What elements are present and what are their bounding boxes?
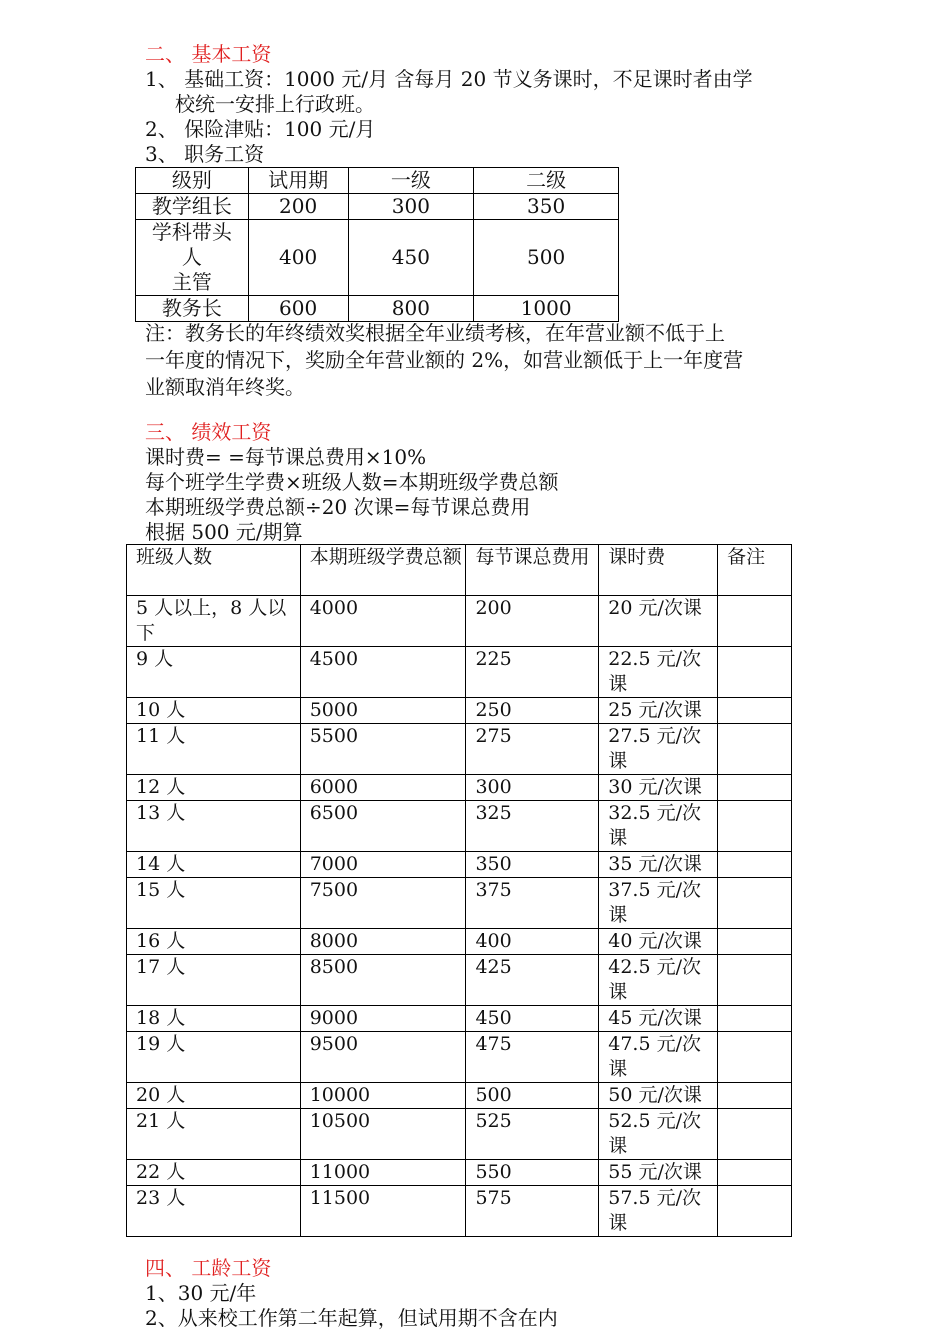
table-cell: 350 bbox=[474, 194, 619, 220]
table-cell: 15 人 bbox=[127, 878, 301, 929]
table-header: 课时费 bbox=[599, 545, 718, 596]
table-cell: 35 元/次课 bbox=[599, 852, 718, 878]
table-cell: 4000 bbox=[300, 596, 466, 647]
table-row bbox=[136, 220, 619, 296]
table-cell: 10000 bbox=[300, 1083, 466, 1109]
table-cell: 475 bbox=[466, 1032, 599, 1083]
table-header: 一级 bbox=[348, 168, 474, 194]
table-cell: 275 bbox=[466, 724, 599, 775]
table-row bbox=[127, 1032, 792, 1083]
table-row bbox=[127, 1186, 792, 1237]
table-cell: 40 元/次课 bbox=[599, 929, 718, 955]
table-cell bbox=[718, 1083, 792, 1109]
table-cell: 21 人 bbox=[127, 1109, 301, 1160]
table-cell: 9000 bbox=[300, 1006, 466, 1032]
table-cell: 200 bbox=[466, 596, 599, 647]
table-cell: 13 人 bbox=[127, 801, 301, 852]
table-cell: 800 bbox=[348, 296, 474, 322]
table-cell: 22 人 bbox=[127, 1160, 301, 1186]
note-paragraph bbox=[145, 320, 815, 401]
paragraph: 2、从来校工作第二年起算，但试用期不含在内 bbox=[145, 1306, 558, 1330]
table-cell: 200 bbox=[248, 194, 348, 220]
table-cell: 11 人 bbox=[127, 724, 301, 775]
table-cell bbox=[718, 647, 792, 698]
table-cell: 教务长 bbox=[136, 296, 249, 322]
table-cell bbox=[718, 724, 792, 775]
table-row bbox=[127, 724, 792, 775]
formula-line: 本期班级学费总额÷20 次课=每节课总费用 bbox=[145, 495, 531, 519]
table-cell: 10500 bbox=[300, 1109, 466, 1160]
table-header-row bbox=[136, 168, 619, 194]
note-line: 一年度的情况下，奖励全年营业额的 2%，如营业额低于上一年度营 bbox=[145, 348, 744, 372]
table-cell: 1000 bbox=[474, 296, 619, 322]
table-cell: 8000 bbox=[300, 929, 466, 955]
section-heading: 三、 绩效工资 bbox=[145, 420, 272, 444]
position-salary-table bbox=[135, 167, 619, 322]
table-cell bbox=[718, 929, 792, 955]
table-cell: 600 bbox=[248, 296, 348, 322]
table-cell: 9500 bbox=[300, 1032, 466, 1083]
table-row bbox=[127, 878, 792, 929]
table-cell: 225 bbox=[466, 647, 599, 698]
table-cell: 50 元/次课 bbox=[599, 1083, 718, 1109]
table-cell: 375 bbox=[466, 878, 599, 929]
table-cell: 47.5 元/次课 bbox=[599, 1032, 718, 1083]
table-cell: 17 人 bbox=[127, 955, 301, 1006]
cell-line: 人 bbox=[181, 245, 202, 269]
table-cell: 12 人 bbox=[127, 775, 301, 801]
table-cell bbox=[718, 878, 792, 929]
table-header: 二级 bbox=[474, 168, 619, 194]
table-cell: 16 人 bbox=[127, 929, 301, 955]
table-cell bbox=[718, 852, 792, 878]
table-cell: 400 bbox=[248, 220, 348, 296]
table-cell bbox=[718, 1032, 792, 1083]
formula-line: 每个班学生学费×班级人数=本期班级学费总额 bbox=[145, 470, 559, 494]
table-cell: 350 bbox=[466, 852, 599, 878]
table-cell: 37.5 元/次课 bbox=[599, 878, 718, 929]
table-cell: 30 元/次课 bbox=[599, 775, 718, 801]
table-cell bbox=[718, 1006, 792, 1032]
formula-line: 课时费= =每节课总费用×10% bbox=[145, 445, 427, 469]
paragraph: 1、30 元/年 bbox=[145, 1281, 257, 1305]
table-header: 班级人数 bbox=[127, 545, 301, 596]
paragraph: 2、 保险津贴：100 元/月 bbox=[145, 117, 376, 141]
table-cell: 23 人 bbox=[127, 1186, 301, 1237]
table-cell: 19 人 bbox=[127, 1032, 301, 1083]
table-cell: 教学组长 bbox=[136, 194, 249, 220]
table-cell bbox=[718, 1186, 792, 1237]
table-cell: 32.5 元/次课 bbox=[599, 801, 718, 852]
class-fee-table bbox=[126, 544, 792, 1237]
table-row bbox=[127, 698, 792, 724]
table-cell: 52.5 元/次课 bbox=[599, 1109, 718, 1160]
note-line: 业额取消年终奖。 bbox=[145, 375, 305, 399]
table-row bbox=[127, 1109, 792, 1160]
table-row bbox=[127, 775, 792, 801]
cell-line: 主管 bbox=[171, 270, 212, 294]
table-row bbox=[127, 1006, 792, 1032]
table-row bbox=[127, 852, 792, 878]
table-row bbox=[127, 1160, 792, 1186]
table-cell bbox=[718, 775, 792, 801]
table-cell: 5 人以上，8 人以下 bbox=[127, 596, 301, 647]
table-row bbox=[136, 194, 619, 220]
formula-line: 根据 500 元/期算 bbox=[145, 520, 303, 544]
table-row bbox=[127, 596, 792, 647]
table-cell: 300 bbox=[348, 194, 474, 220]
table-header: 本期班级学费总额 bbox=[300, 545, 466, 596]
section-heading: 四、 工龄工资 bbox=[145, 1256, 272, 1280]
section-seniority-salary bbox=[145, 1256, 815, 1331]
table-cell: 42.5 元/次课 bbox=[599, 955, 718, 1006]
table-cell: 5500 bbox=[300, 724, 466, 775]
section-performance-salary bbox=[145, 420, 815, 545]
section-basic-salary bbox=[145, 42, 815, 167]
table-cell: 11000 bbox=[300, 1160, 466, 1186]
table-cell: 450 bbox=[348, 220, 474, 296]
table-cell: 250 bbox=[466, 698, 599, 724]
table-cell: 57.5 元/次课 bbox=[599, 1186, 718, 1237]
table-cell: 6500 bbox=[300, 801, 466, 852]
table-cell: 7000 bbox=[300, 852, 466, 878]
table-row bbox=[127, 1083, 792, 1109]
cell-line: 学科带头 bbox=[151, 220, 232, 244]
table-cell bbox=[718, 1109, 792, 1160]
table-cell: 5000 bbox=[300, 698, 466, 724]
table-header: 每节课总费用 bbox=[466, 545, 599, 596]
table-cell: 45 元/次课 bbox=[599, 1006, 718, 1032]
table-cell bbox=[718, 955, 792, 1006]
table-cell: 27.5 元/次课 bbox=[599, 724, 718, 775]
table-header-row bbox=[127, 545, 792, 596]
table-row bbox=[127, 647, 792, 698]
table-cell: 14 人 bbox=[127, 852, 301, 878]
table-cell: 25 元/次课 bbox=[599, 698, 718, 724]
class-fee-table-body bbox=[127, 596, 792, 1237]
table-header: 试用期 bbox=[248, 168, 348, 194]
table-cell: 20 元/次课 bbox=[599, 596, 718, 647]
table-cell: 8500 bbox=[300, 955, 466, 1006]
table-cell bbox=[136, 220, 249, 296]
table-cell: 11500 bbox=[300, 1186, 466, 1237]
note-line: 注：教务长的年终绩效奖根据全年业绩考核，在年营业额不低于上 bbox=[145, 321, 725, 345]
table-cell: 55 元/次课 bbox=[599, 1160, 718, 1186]
table-cell bbox=[718, 698, 792, 724]
table-cell: 325 bbox=[466, 801, 599, 852]
table-row bbox=[127, 955, 792, 1006]
table-row bbox=[136, 296, 619, 322]
table-cell: 22.5 元/次课 bbox=[599, 647, 718, 698]
paragraph: 1、 基础工资：1000 元/月 含每月 20 节义务课时，不足课时者由学 bbox=[145, 67, 753, 91]
table-row bbox=[127, 929, 792, 955]
table-cell bbox=[718, 801, 792, 852]
table-cell: 4500 bbox=[300, 647, 466, 698]
table-cell: 20 人 bbox=[127, 1083, 301, 1109]
table-cell: 575 bbox=[466, 1186, 599, 1237]
table-header: 级别 bbox=[136, 168, 249, 194]
section-heading: 二、 基本工资 bbox=[145, 42, 272, 66]
table-cell: 7500 bbox=[300, 878, 466, 929]
table-cell: 18 人 bbox=[127, 1006, 301, 1032]
table-cell: 300 bbox=[466, 775, 599, 801]
paragraph: 3、 职务工资 bbox=[145, 142, 265, 166]
table-header: 备注 bbox=[718, 545, 792, 596]
table-row bbox=[127, 801, 792, 852]
table-cell: 525 bbox=[466, 1109, 599, 1160]
table-cell: 425 bbox=[466, 955, 599, 1006]
table-cell bbox=[718, 1160, 792, 1186]
paragraph: 校统一安排上行政班。 bbox=[175, 92, 375, 116]
table-cell: 9 人 bbox=[127, 647, 301, 698]
table-cell: 10 人 bbox=[127, 698, 301, 724]
table-cell: 450 bbox=[466, 1006, 599, 1032]
table-cell bbox=[718, 596, 792, 647]
table-cell: 400 bbox=[466, 929, 599, 955]
table-cell: 550 bbox=[466, 1160, 599, 1186]
table-cell: 6000 bbox=[300, 775, 466, 801]
table-cell: 500 bbox=[474, 220, 619, 296]
table-cell: 500 bbox=[466, 1083, 599, 1109]
